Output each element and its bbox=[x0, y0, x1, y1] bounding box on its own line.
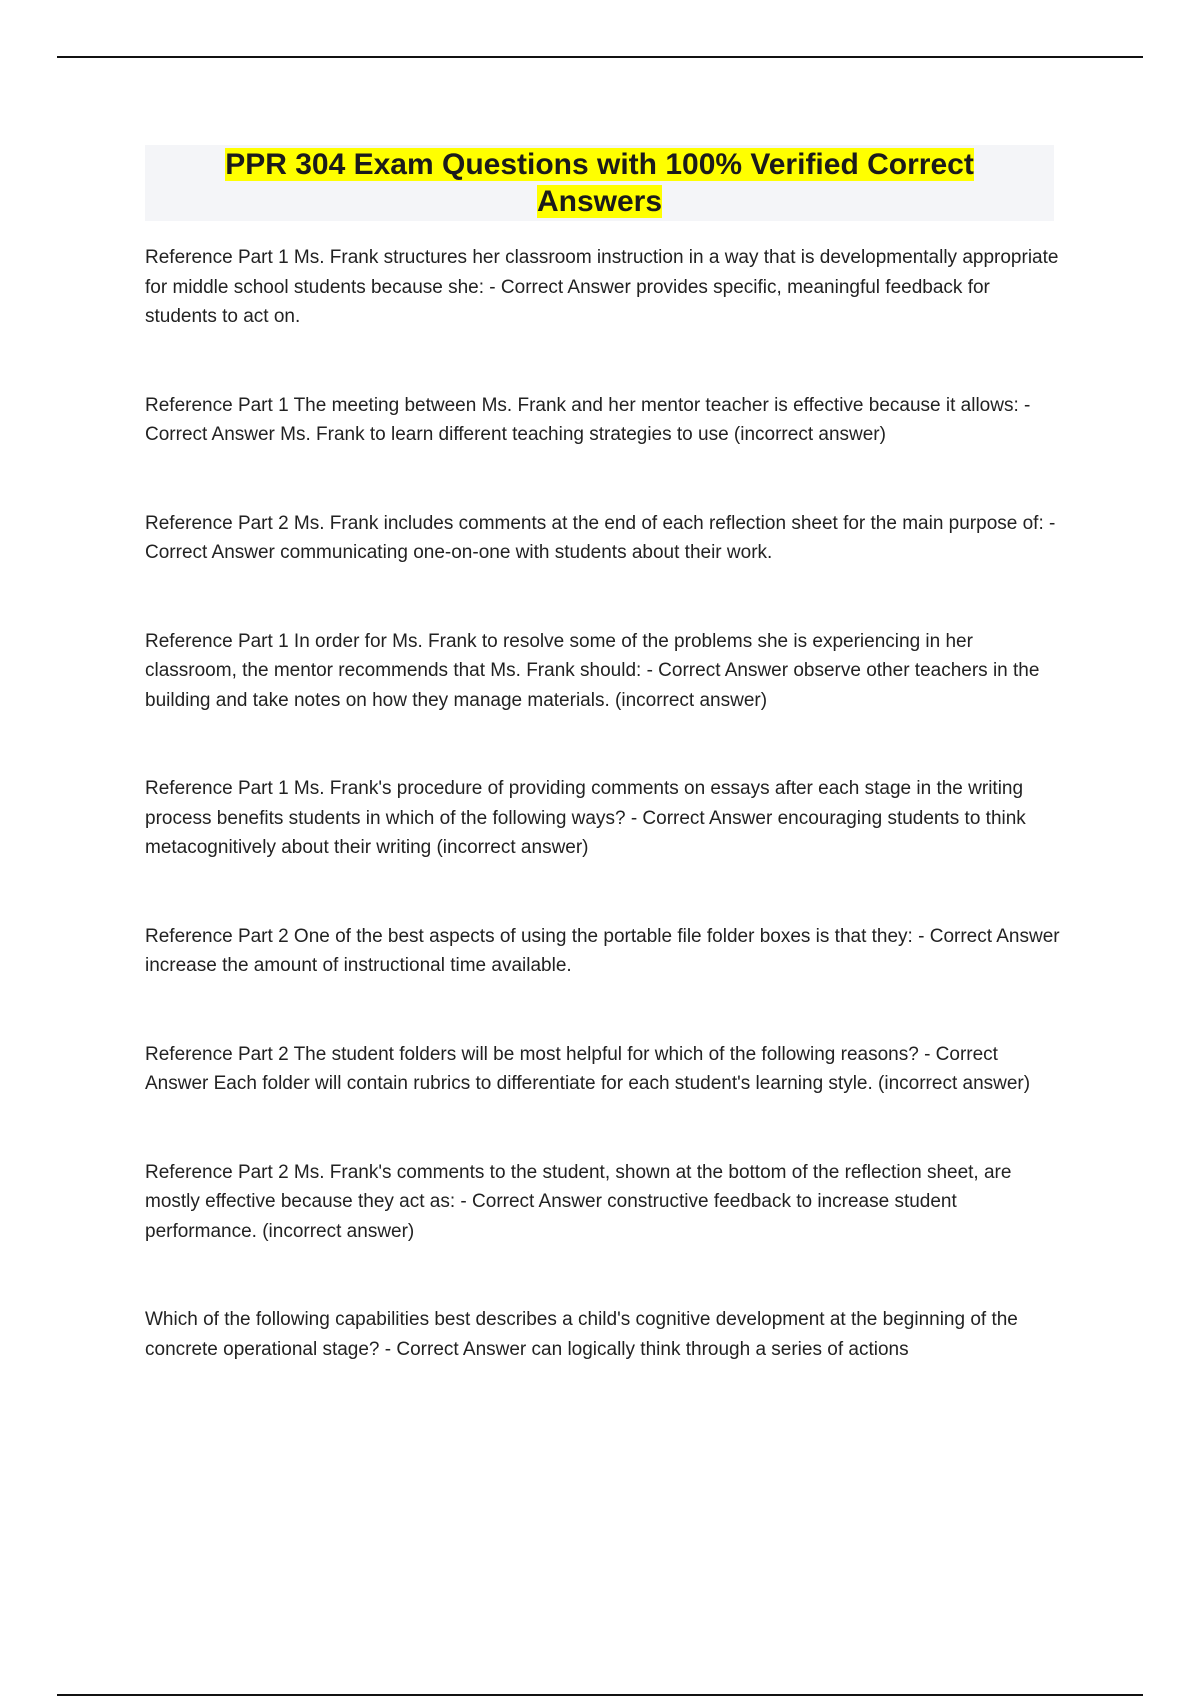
title-line-2: Answers bbox=[536, 185, 663, 218]
title-line-1: PPR 304 Exam Questions with 100% Verified Correct bbox=[225, 148, 974, 181]
qa-item: Reference Part 2 One of the best aspects of using the portable file folder boxes is that they: - Correct Answer increase the amount of instructional time available. bbox=[145, 925, 1060, 976]
qa-item: Which of the following capabilities best describes a child's cognitive development at the beginning of the concrete operational stage? - Correct Answer can logically think through a series of actions bbox=[145, 1309, 1018, 1360]
question-answer-list bbox=[145, 243, 1060, 1423]
qa-item: Reference Part 1 Ms. Frank structures her classroom instruction in a way that is developmentally appropriate for middle school students because she: - Correct Answer provides specific, meaningful feedback for students to act on. bbox=[145, 247, 1059, 327]
title-banner bbox=[145, 145, 1054, 221]
qa-item: Reference Part 2 Ms. Frank's comments to the student, shown at the bottom of the reflection sheet, are mostly effective because they act as: - Correct Answer constructive feedback to increase student performance. (incorrect answer) bbox=[145, 1161, 1012, 1242]
qa-item: Reference Part 1 Ms. Frank's procedure of providing comments on essays after each stage in the writing process benefits students in which of the following ways? - Correct Answer encouraging students to think metacognitively about their writing (incorrect answer) bbox=[145, 778, 1026, 858]
qa-item: Reference Part 1 In order for Ms. Frank to resolve some of the problems she is experiencing in her classroom, the mentor recommends that Ms. Frank should: - Correct Answer observe other teachers in the building and take notes on how they manage materials. (incorrect answer) bbox=[145, 630, 1040, 711]
bottom-rule bbox=[57, 1694, 1143, 1696]
qa-item: Reference Part 1 The meeting between Ms. Frank and her mentor teacher is effective because it allows: - Correct Answer Ms. Frank to learn different teaching strategies to use (incorrect answer) bbox=[145, 394, 1031, 445]
qa-item: Reference Part 2 The student folders will be most helpful for which of the following reasons? - Correct Answer Each folder will contain rubrics to differentiate for each student's learning style. (incorrect answer) bbox=[145, 1043, 1031, 1094]
page-title bbox=[145, 146, 1054, 220]
top-rule bbox=[57, 56, 1143, 58]
qa-item: Reference Part 2 Ms. Frank includes comments at the end of each reflection sheet for the main purpose of: - Correct Answer communicating one-on-one with students about their work. bbox=[145, 512, 1056, 563]
